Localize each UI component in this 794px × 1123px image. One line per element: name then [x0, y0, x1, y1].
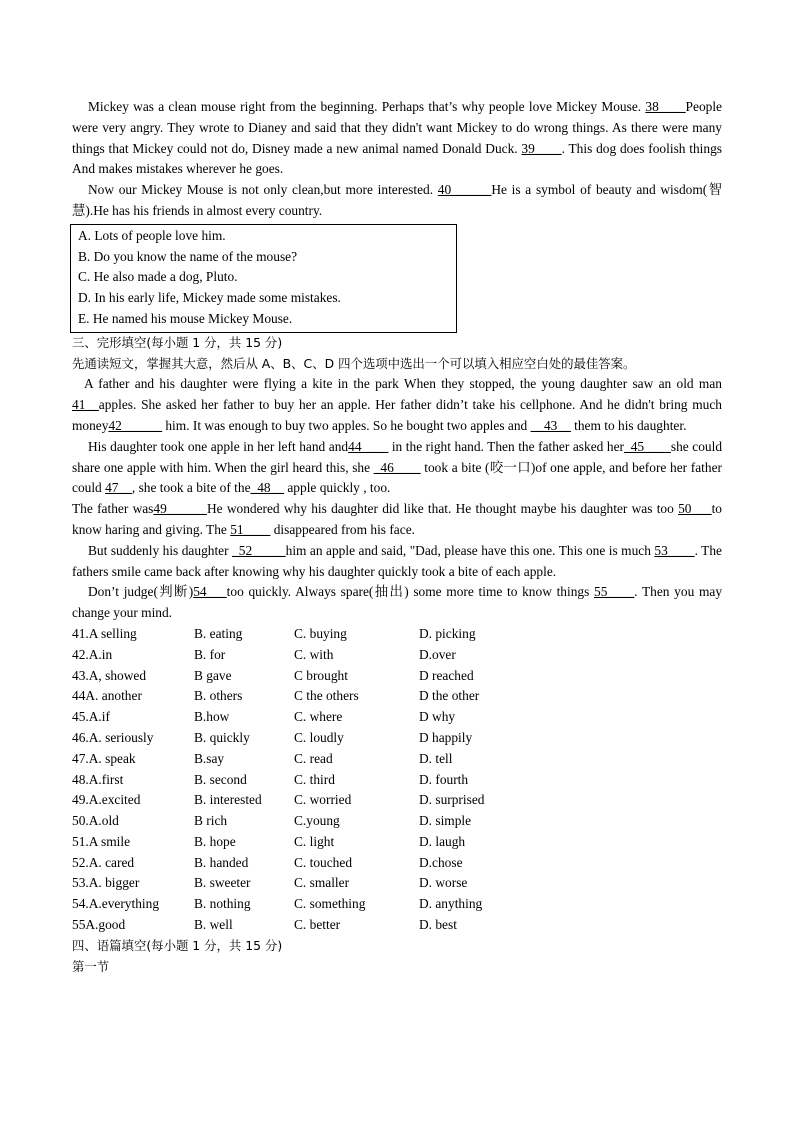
text: . The fathers smile came back after knowing why his daughter quickly took a bite of each apple. — [72, 542, 722, 579]
text: The father was — [72, 501, 154, 517]
blank-52: _52_____ — [232, 542, 286, 558]
blank-46: _46____ — [373, 459, 421, 475]
choice-row — [72, 790, 722, 811]
choice-option: C. something — [294, 896, 366, 912]
choice-option: B. eating — [194, 625, 243, 641]
blank-42: 42______ — [108, 417, 163, 433]
choice-option: D. best — [419, 917, 457, 933]
choice-option: 52.A. cared — [72, 854, 135, 870]
section3-instruction: 先通读短文，掌握其大意，然后从 A、B、C、D 四个选项中选出一个可以填入相应空白处的最佳答案。 — [72, 355, 636, 371]
text: too quickly. Always spare(抽出) some more time to know things — [226, 584, 594, 600]
option-b: B. Do you know the name of the mouse? — [78, 248, 298, 264]
text: apple quickly , too. — [284, 480, 391, 496]
choice-option: C brought — [294, 667, 348, 683]
choice-option: D. fourth — [419, 771, 469, 787]
document-page — [72, 97, 722, 977]
choice-option: D reached — [419, 667, 474, 683]
choice-option: B rich — [194, 813, 228, 829]
choice-row — [72, 686, 722, 707]
choice-option: 45.A.if — [72, 709, 110, 725]
choice-row — [72, 894, 722, 915]
text: A father and his daughter were flying a kite in the park When they stopped, the young daughter saw an old man — [84, 376, 722, 392]
choice-option: 41.A selling — [72, 625, 137, 641]
choice-row — [72, 728, 722, 749]
text: to know haring and giving. The — [72, 501, 722, 537]
choice-option: 50.A.old — [72, 813, 119, 829]
text: . This dog does foolish things And makes mistakes wherever he goes. — [72, 140, 723, 177]
choice-option: D. laugh — [419, 833, 466, 849]
text: she could share one apple with him. When the girl heard this, she — [72, 438, 723, 475]
choice-option: 43.A, showed — [72, 667, 147, 683]
choice-option: B.say — [194, 750, 225, 766]
blank-49: 49______ — [153, 501, 207, 517]
cloze-paragraph-4 — [72, 541, 722, 583]
choice-option: C. loudly — [294, 729, 344, 745]
choice-row — [72, 915, 722, 936]
blank-41: 41__ — [72, 397, 99, 413]
choice-option: 42.A.in — [72, 646, 113, 662]
blank-51: 51____ — [230, 521, 271, 537]
choice-option: B. others — [194, 688, 243, 704]
passage1-paragraph-2 — [72, 180, 722, 222]
choice-row — [72, 873, 722, 894]
choice-option: C the others — [294, 688, 359, 704]
choice-option: B. nothing — [194, 896, 251, 912]
choice-option: 53.A. bigger — [72, 875, 140, 891]
choice-row — [72, 645, 722, 666]
choice-option: C. third — [294, 771, 335, 787]
choice-option: D the other — [419, 688, 480, 704]
choice-option: C. read — [294, 750, 333, 766]
blank-38: 38____ — [645, 99, 686, 114]
text: them to his daughter. — [570, 417, 687, 433]
text: him. It was enough to buy two apples. So he bought two apples and — [162, 417, 531, 433]
cloze-paragraph-1 — [72, 374, 722, 436]
blank-54: 54___ — [193, 584, 227, 600]
section4-part-label: 第一节 — [72, 958, 110, 974]
choice-option: B. quickly — [194, 729, 250, 745]
option-e: E. He named his mouse Mickey Mouse. — [78, 310, 293, 326]
blank-48: _48__ — [250, 480, 285, 496]
choice-row — [72, 749, 722, 770]
blank-39: 39____ — [521, 140, 562, 156]
section4-heading: 四、语篇填空(每小题 1 分，共 15 分) — [72, 937, 283, 953]
choice-row — [72, 811, 722, 832]
text: in the right hand. Then the father asked her — [388, 438, 624, 454]
choice-option: D why — [419, 709, 456, 725]
choice-option: B. interested — [194, 792, 262, 808]
option-c: C. He also made a dog, Pluto. — [78, 269, 238, 285]
choice-option: C. smaller — [294, 875, 350, 891]
choice-row — [72, 624, 722, 645]
choice-option: B. handed — [194, 854, 249, 870]
choice-option: B. well — [194, 917, 233, 933]
option-a: A. Lots of people love him. — [78, 227, 226, 243]
choice-option: 48.A.first — [72, 771, 124, 787]
choice-option: D.over — [419, 646, 456, 662]
options-box — [70, 224, 457, 333]
choice-option: D happily — [419, 729, 473, 745]
choice-option: B gave — [194, 667, 232, 683]
text: disappeared from his face. — [270, 521, 415, 537]
blank-43: __43__ — [530, 417, 571, 433]
section3-heading: 三、完形填空(每小题 1 分，共 15 分) — [72, 334, 283, 350]
choice-option: D. tell — [419, 750, 453, 766]
choice-option: C.young — [294, 813, 340, 829]
choice-option: C. light — [294, 833, 335, 849]
choice-option: B.how — [194, 709, 230, 725]
choice-option: B. hope — [194, 833, 236, 849]
choice-option: D. worse — [419, 875, 468, 891]
choice-option: C. buying — [294, 625, 347, 641]
text: took a bite (咬一口)of one apple, and before her father could — [72, 459, 722, 496]
text: People were very angry. They wrote to Dianey and said that they didn't want Mickey to do wrong things. As there were many things that Mickey could not do, Disney made a new animal named Donald Duck. — [72, 99, 722, 156]
cloze-paragraph-2 — [72, 437, 722, 499]
blank-44: 44____ — [348, 438, 389, 454]
text: Now our Mickey Mouse is not only clean,but more interested. — [88, 182, 438, 198]
choice-option: 47.A. speak — [72, 750, 136, 766]
choice-row — [72, 707, 722, 728]
choice-option: 55A.good — [72, 917, 126, 933]
choice-option: 44A. another — [72, 688, 142, 704]
choice-row — [72, 770, 722, 791]
choice-option: C. where — [294, 709, 343, 725]
choice-option: C. better — [294, 917, 341, 933]
choice-option: B. sweeter — [194, 875, 251, 891]
choice-row — [72, 666, 722, 687]
choice-option: D. picking — [419, 625, 476, 641]
text: apples. She asked her father to buy her an apple. Her father didn’t take his cellphone. And he didn't bring much money — [72, 397, 722, 433]
choice-row — [72, 832, 722, 853]
choice-option: C. worried — [294, 792, 352, 808]
choice-list — [72, 624, 722, 936]
choice-option: 51.A smile — [72, 833, 131, 849]
blank-55: 55____ — [594, 584, 635, 600]
cloze-paragraph-5 — [72, 582, 722, 624]
choice-option: 46.A. seriously — [72, 729, 154, 745]
choice-option: 49.A.excited — [72, 792, 141, 808]
text: Don’t judge(判断) — [88, 584, 194, 600]
blank-53: 53____ — [654, 542, 695, 558]
option-d: D. In his early life, Mickey made some mistakes. — [78, 290, 341, 306]
text: His daughter took one apple in her left hand and — [88, 438, 349, 454]
choice-option: D. anything — [419, 896, 483, 912]
passage1-paragraph-1 — [72, 97, 722, 180]
text: He is a symbol of beauty and wisdom(智慧).He has his friends in almost every country. — [72, 182, 723, 218]
text: But suddenly his daughter — [88, 542, 233, 558]
text: , she took a bite of the — [131, 480, 251, 496]
blank-40: 40______ — [437, 182, 492, 198]
choice-row — [72, 853, 722, 874]
text: Mickey was a clean mouse right from the beginning. Perhaps that’s why people love Mickey Mouse. — [88, 99, 646, 114]
text: him an apple and said, "Dad, please have this one. This one is much — [285, 542, 655, 558]
choice-option: C. touched — [294, 854, 353, 870]
choice-option: 54.A.everything — [72, 896, 160, 912]
choice-option: D. surprised — [419, 792, 485, 808]
choice-option: D. simple — [419, 813, 472, 829]
choice-option: C. with — [294, 646, 334, 662]
blank-50: 50___ — [678, 501, 712, 517]
blank-45: _45____ — [624, 438, 671, 454]
text: . Then you may change your mind. — [72, 584, 723, 621]
text: He wondered why his daughter did like that. He thought maybe his daughter was too — [206, 501, 679, 517]
cloze-paragraph-3 — [72, 499, 722, 541]
choice-option: D.chose — [419, 854, 463, 870]
blank-47: 47__ — [105, 480, 132, 496]
choice-option: B. for — [194, 646, 226, 662]
choice-option: B. second — [194, 771, 247, 787]
